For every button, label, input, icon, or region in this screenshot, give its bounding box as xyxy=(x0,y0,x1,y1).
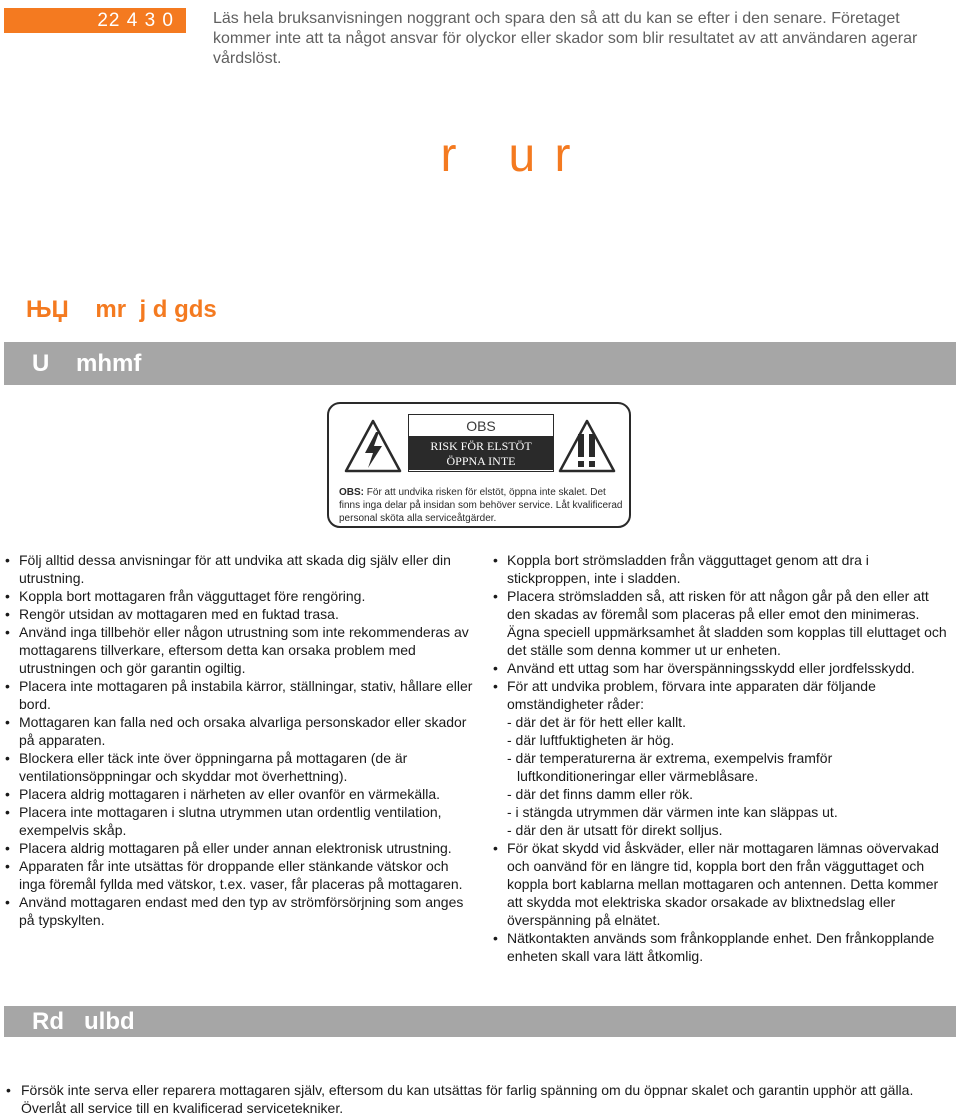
list-item: • Blockera eller täck inte över öppningarna på mottagaren (de är ventilationsöppningar och skyddar mot överhettning). xyxy=(4,749,474,785)
sub-item xyxy=(507,749,952,785)
safety-list-right xyxy=(492,551,952,965)
sub-item: - där den är utsatt för direkt solljus. xyxy=(507,822,723,838)
obs-line-risk: RISK FÖR ELSTÖT xyxy=(430,439,532,453)
list-item: • Använd mottagaren endast med den typ av strömförsörjning som anges på typskylten. xyxy=(4,893,474,929)
list-item: • Mottagaren kan falla ned och orsaka alvarliga personskador eller skador på apparaten. xyxy=(4,713,474,749)
list-item: • Använd ett uttag som har överspänningsskydd eller jordfelsskydd. xyxy=(492,659,952,677)
sub-item: - där luftfuktigheten är hög. xyxy=(507,732,675,748)
warning-label: OBS: xyxy=(339,487,364,498)
obs-line-open: ÖPPNA INTE xyxy=(446,454,516,468)
list-item: • Placera strömsladden så, att risken för att någon går på den eller att den skadas av föremål som placeras på eller emot den minimeras. Ägna speciell uppmärksamhet åt sladden som kopplas till eluttaget och det ställe som denna kommer ut ur enheten. xyxy=(492,587,952,659)
list-item: • Använd inga tillbehör eller någon utrustning som inte rekommenderas av mottagarens tillverkare, eftersom detta kan orsaka problem med utrustningen och gör garantin ogiltig. xyxy=(4,623,474,677)
list-item: • Placera aldrig mottagaren på eller under annan elektronisk utrustning. xyxy=(4,839,474,857)
list-item: • Koppla bort strömsladden från vägguttaget genom att dra i stickproppen, inte i sladden. xyxy=(492,551,952,587)
list-item: • Placera inte mottagaren i slutna utrymmen utan ordentlig ventilation, exempelvis skåp. xyxy=(4,803,474,839)
section-bar-safety: U mhmf xyxy=(4,342,956,385)
list-item: • Placera aldrig mottagaren i närheten av eller ovanför en värmekälla. xyxy=(4,785,474,803)
intro-text: Läs hela bruksanvisningen noggrant och spara den så att du kan se efter i den senare. Företaget kommer inte att ta något ansvar för olyckor eller skador som blir resultatet av att användaren agerar vårdslöst. xyxy=(213,10,918,67)
obs-heading: OBS xyxy=(409,415,553,437)
sub-item-line: - där temperaturerna är extrema, exempelvis framför xyxy=(507,750,833,766)
list-item: • Apparaten får inte utsättas för droppande eller stänkande vätskor och inga föremål fyllda med vätskor, t.ex. vaser, får placeras på mottagaren. xyxy=(4,857,474,893)
warning-body: För att undvika risken för elstöt, öppna inte skalet. Det finns inga delar på insidan som behöver service. Låt kvalificerad personal sköta alla serviceåtgärder. xyxy=(339,487,623,524)
section-title: ЊЏ mr j d gds xyxy=(26,296,217,323)
list-item: • Rengör utsidan av mottagaren med en fuktad trasa. xyxy=(4,605,474,623)
page-title: r u r xyxy=(440,129,574,182)
sub-item-line: luftkonditioneringar eller värmeblåsare. xyxy=(517,768,759,784)
section-bar-service: Rd ulbd xyxy=(4,1006,956,1037)
exclamation-warning-icon xyxy=(557,418,617,474)
sub-item: - i stängda utrymmen där värmen inte kan släppas ut. xyxy=(507,804,838,820)
service-note: • Försök inte serva eller reparera mottagaren själv, eftersom du kan utsättas för farlig spänning om du öppnar skalet och garantin upphör att gälla. Överlåt all service till en kvalificerad servicetekniker. xyxy=(4,1081,944,1117)
electric-shock-warning-label xyxy=(327,402,631,528)
list-item: • För ökat skydd vid åskväder, eller när mottagaren lämnas oövervakad och oanvänd för en längre tid, koppla bort den från vägguttaget och koppla bort kablarna mellan mottagaren och antennen. Detta kommer att skydda mot elektriska skador orsakade av blixtnedslag eller överspänning på elnätet. xyxy=(492,839,952,929)
conditions-sublist xyxy=(507,713,952,839)
lightning-warning-icon xyxy=(343,418,403,474)
list-item: • Koppla bort mottagaren från vägguttaget före rengöring. xyxy=(4,587,474,605)
sub-item: - där det är för hett eller kallt. xyxy=(507,714,686,730)
list-item xyxy=(492,677,952,839)
list-item-text: För att undvika problem, förvara inte apparaten där följande omständigheter råder: xyxy=(507,678,876,712)
list-item: • Följ alltid dessa anvisningar för att undvika att skada dig själv eller din utrustning. xyxy=(4,551,474,587)
list-item: • Placera inte mottagaren på instabila kärror, ställningar, stativ, hållare eller bord. xyxy=(4,677,474,713)
sub-item: - där det finns damm eller rök. xyxy=(507,786,693,802)
list-item: • Nätkontakten används som frånkopplande enhet. Den frånkopplande enheten skall vara lätt åtkomlig. xyxy=(492,929,952,965)
page-number-tag: 22 4 3 0 xyxy=(4,8,186,33)
safety-list-left xyxy=(4,551,474,929)
warning-text xyxy=(339,486,627,525)
obs-box xyxy=(408,414,554,472)
obs-banner xyxy=(409,437,553,470)
